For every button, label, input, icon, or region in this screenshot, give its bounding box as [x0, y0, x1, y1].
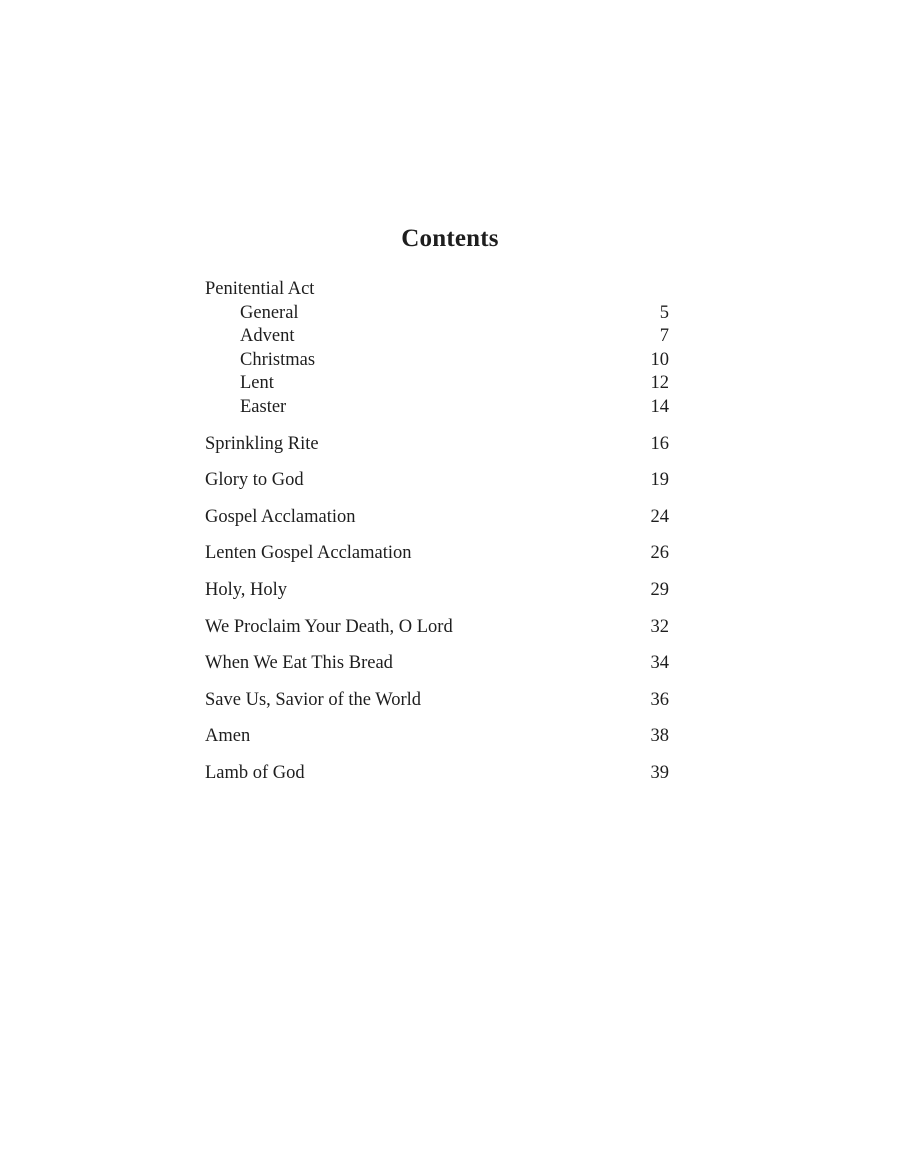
toc-page-number: 7	[659, 326, 669, 347]
toc-entry-label: Amen	[205, 726, 251, 747]
toc-group-heading	[205, 278, 669, 302]
toc-entry-label: Sprinkling Rite	[205, 433, 319, 454]
toc-entry-label: Penitential Act	[205, 279, 315, 299]
toc-entry-label: Christmas	[240, 349, 316, 370]
table-of-contents	[205, 278, 669, 786]
toc-entry-label: Lamb of God	[205, 762, 305, 783]
toc-entry-label: We Proclaim Your Death, O Lord	[205, 616, 453, 637]
toc-page-number: 32	[650, 616, 669, 637]
toc-subentry	[205, 325, 669, 349]
page-title: Contents	[401, 225, 499, 252]
toc-entry-label: Advent	[240, 326, 295, 347]
toc-subentry	[205, 302, 669, 326]
toc-page-number: 16	[650, 433, 669, 454]
toc-entry-label: Gospel Acclamation	[205, 506, 356, 527]
toc-subentry	[205, 349, 669, 373]
toc-entry	[205, 506, 669, 530]
toc-page-number: 36	[650, 689, 669, 710]
toc-subentry	[205, 396, 669, 420]
toc-entry	[205, 433, 669, 457]
toc-entry	[205, 469, 669, 493]
toc-page-number: 24	[650, 506, 669, 527]
toc-page-number: 39	[650, 762, 669, 783]
toc-entry	[205, 652, 669, 676]
toc-page-number: 26	[650, 543, 669, 564]
toc-subentry	[205, 372, 669, 396]
toc-entry	[205, 542, 669, 566]
toc-page-number: 5	[659, 302, 669, 323]
toc-page-number: 38	[650, 726, 669, 747]
toc-entry	[205, 762, 669, 786]
toc-entry	[205, 616, 669, 640]
toc-page-number: 29	[650, 579, 669, 600]
toc-entry-label: When We Eat This Bread	[205, 653, 393, 674]
toc-entry	[205, 689, 669, 713]
toc-page-number: 10	[650, 349, 669, 370]
toc-page-number: 12	[650, 373, 669, 394]
toc-entry-label: General	[240, 302, 299, 323]
toc-entry-label: Save Us, Savior of the World	[205, 689, 422, 710]
toc-entry	[205, 725, 669, 749]
toc-page-number: 14	[650, 396, 669, 417]
toc-entry	[205, 579, 669, 603]
toc-page-number: 34	[650, 653, 669, 674]
toc-entry-label: Lenten Gospel Acclamation	[205, 543, 412, 564]
toc-page-number: 19	[650, 470, 669, 491]
toc-entry-label: Lent	[240, 373, 274, 394]
toc-entry-label: Easter	[240, 396, 287, 417]
toc-entry-label: Holy, Holy	[205, 579, 288, 600]
toc-entry-label: Glory to God	[205, 470, 304, 491]
